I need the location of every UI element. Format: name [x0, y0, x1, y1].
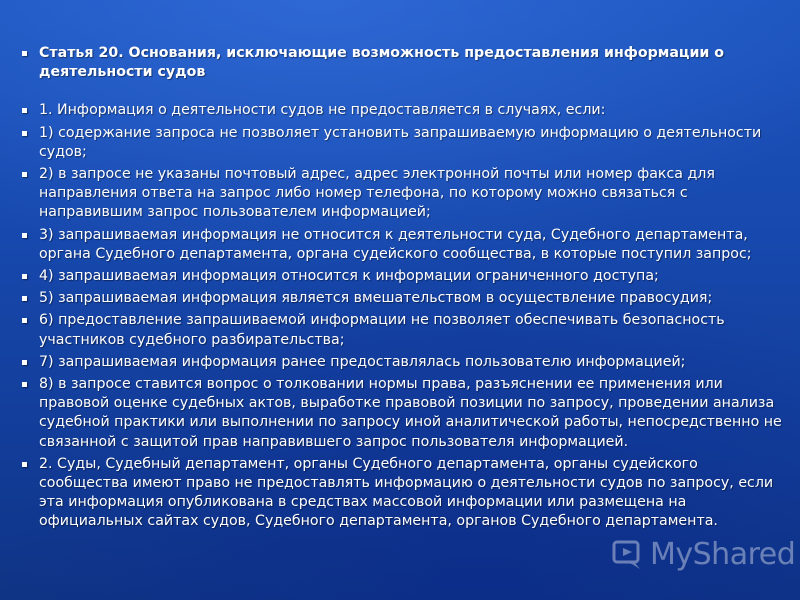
list-item-text: 5) запрашиваемая информация является вмешательством в осуществление правосудия;: [39, 290, 713, 307]
bullet-icon: [22, 108, 27, 113]
list-item: [18, 289, 788, 308]
list-item: [18, 226, 788, 264]
myshared-logo-icon: [612, 538, 646, 572]
list-item-text: 7) запрашиваемая информация ранее предоставлялась пользователю информацией;: [39, 353, 686, 370]
list-item-text: 8) в запросе ставится вопрос о толковании нормы права, разъяснении ее применения или правовой оценке судебных актов, выработке правовой позиции по запросу, проведении анализа судебной практики или выполнении по запросу иной аналитической работы, непосредственно не связанной с защитой прав направившего запрос пользователя информацией.: [39, 376, 782, 450]
bullet-icon: [22, 131, 27, 136]
bullet-icon: [22, 318, 27, 323]
list-item: [18, 165, 788, 223]
bullet-icon: [22, 233, 27, 238]
myshared-watermark: [612, 532, 796, 578]
bullet-icon: [22, 382, 27, 387]
bullet-icon: [22, 172, 27, 177]
list-item-text: 1) содержание запроса не позволяет установить запрашиваемую информацию о деятельности судов;: [39, 124, 762, 160]
list-item-text: 3) запрашиваемая информация не относится к деятельности суда, Судебного департамента, органа Судебного департамента, органа судейского сообщества, в которые поступил запрос;: [39, 226, 752, 262]
list-item: [18, 311, 788, 349]
bullet-icon: [22, 296, 27, 301]
watermark-text: MyShared: [650, 537, 796, 572]
bullet-icon: [22, 462, 27, 467]
list-item-text: 2) в запросе не указаны почтовый адрес, адрес электронной почты или номер факса для направления ответа на запрос либо номер телефона, по которому можно связаться с направившим запрос пользователем информацией;: [39, 166, 715, 221]
list-item-text: 1. Информация о деятельности судов не предоставляется в случаях, если:: [39, 102, 606, 119]
list-item: [18, 267, 788, 286]
bullet-icon: [22, 360, 27, 365]
list-item: [18, 353, 788, 372]
bullet-icon: [22, 274, 27, 279]
list-item-text: 4) запрашиваемая информация относится к информации ограниченного доступа;: [39, 268, 659, 285]
article-heading-text: Статья 20. Основания, исключающие возможность предоставления информации о деятельности судов: [39, 45, 725, 81]
list-item: [18, 455, 788, 532]
list-item: [18, 375, 788, 452]
list-item: [18, 101, 788, 120]
article-heading: [18, 44, 788, 82]
slide-content: [18, 44, 788, 535]
bullet-icon: [22, 51, 27, 56]
list-item-text: 6) предоставление запрашиваемой информации не позволяет обеспечивать безопасность участников судебного разбирательства;: [39, 312, 725, 348]
list-item: [18, 124, 788, 162]
list-item-text: 2. Суды, Судебный департамент, органы Судебного департамента, органы судейского сообщества имеют право не предоставлять информацию о деятельности судов по запросу, если эта информация опубликована в средствах массовой информации или размещена на официальных сайтах судов, Судебного департамента, органов Судебного департамента.: [39, 455, 774, 530]
